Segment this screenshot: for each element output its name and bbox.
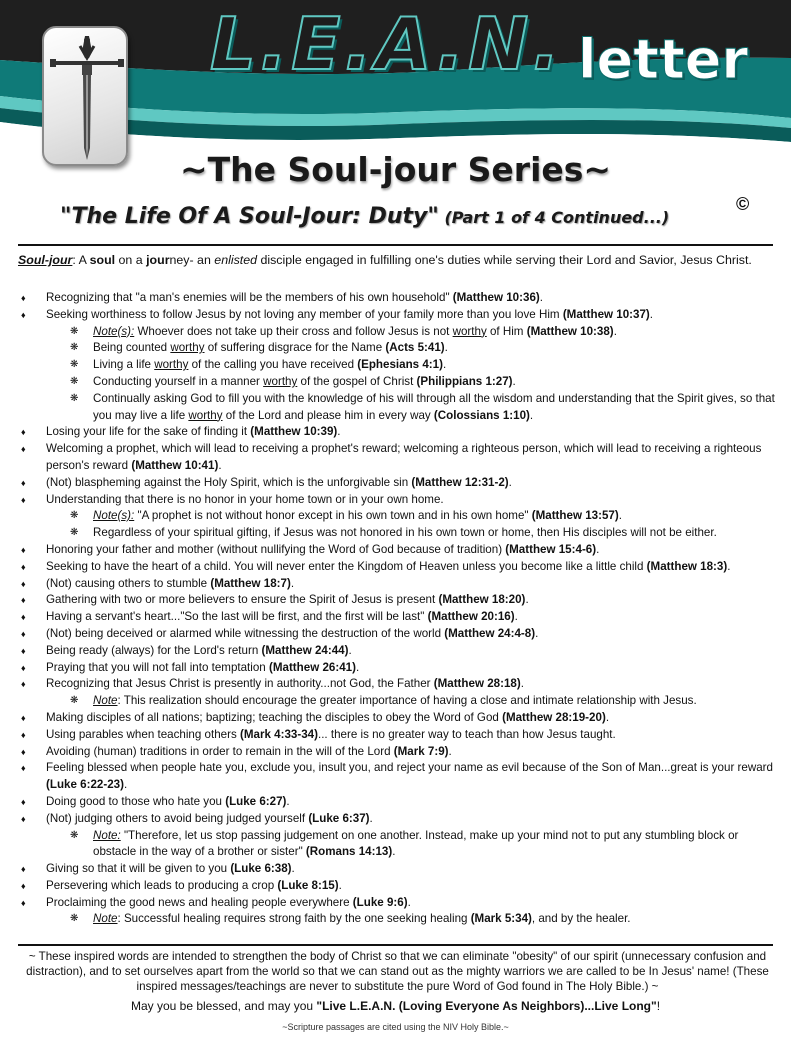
item-text: .: [605, 710, 610, 724]
definition-text: : A: [72, 253, 90, 267]
item-text: .: [529, 408, 534, 422]
list-item: [18, 878, 777, 895]
item-text: Losing your life for the sake of finding it: [46, 425, 251, 439]
item-text: Feeling blessed when people hate you, exclude you, insult you, and reject your name as evil because of the Son of Man...great is your reward: [46, 761, 773, 775]
item-text: Giving so that it will be given to you: [46, 862, 231, 876]
scripture-ref: (Romans 14:13): [305, 845, 393, 859]
scripture-ref: (Matthew 10:39): [250, 425, 338, 439]
list-item: [18, 290, 777, 307]
list-item: [18, 710, 777, 727]
item-text: .: [286, 794, 290, 808]
article-title-main: "The Life Of A Soul-Jour: Duty": [60, 204, 439, 229]
asterisk-bullet-icon: ❋: [70, 913, 79, 925]
diamond-bullet-icon: ♦: [21, 662, 26, 673]
diamond-bullet-icon: ♦: [21, 645, 26, 656]
scripture-ref: (Luke 6:37): [308, 811, 370, 825]
definition-term: Soul-jour: [18, 253, 73, 267]
diamond-bullet-icon: ♦: [21, 477, 26, 488]
item-text: Recognizing that Jesus Christ is presently in authority...not God, the Father: [46, 677, 434, 691]
diamond-bullet-icon: ♦: [21, 712, 26, 723]
list-item: [18, 811, 777, 828]
list-item: [18, 307, 777, 324]
item-text: worthy: [170, 341, 205, 355]
item-text: Persevering which leads to producing a crop: [46, 878, 278, 892]
asterisk-bullet-icon: ❋: [70, 829, 79, 841]
item-text: worthy: [452, 324, 487, 338]
list-item: [18, 643, 777, 660]
diamond-bullet-icon: ♦: [21, 880, 26, 891]
asterisk-bullet-icon: ❋: [70, 325, 79, 337]
item-text: .: [338, 878, 342, 892]
scripture-ref: (Matthew 28:19-20): [502, 710, 606, 724]
item-text: of the calling you have received: [188, 358, 358, 372]
sub-item: [18, 693, 777, 710]
diamond-bullet-icon: ♦: [21, 561, 26, 572]
item-text: .: [508, 475, 512, 489]
list-item: [18, 727, 777, 744]
sub-item: [18, 525, 777, 542]
item-text: .: [290, 576, 295, 590]
item-text: Seeking to have the heart of a child. You will never enter the Kingdom of Heaven unless you become like a little child: [46, 559, 647, 573]
item-text: Doing good to those who hate you: [46, 794, 226, 808]
item-text: (Not) blaspheming against the Holy Spirit, which is the unforgivable sin: [46, 475, 412, 489]
item-text: .: [613, 324, 617, 338]
diamond-bullet-icon: ♦: [21, 763, 26, 774]
scripture-ref: (Matthew 15:4-6): [505, 542, 597, 556]
item-text: .: [525, 593, 529, 607]
item-text: .: [407, 895, 411, 909]
item-text: : Successful healing requires strong faith by the one seeking healing: [117, 912, 471, 926]
series-title: ~The Soul-jour Series~: [179, 150, 612, 189]
scripture-ref: (Luke 6:38): [230, 862, 292, 876]
item-text: "A prophet is not without honor except in his own town and in his own home": [134, 509, 532, 523]
asterisk-bullet-icon: ❋: [70, 342, 79, 354]
list-item: [18, 609, 777, 626]
diamond-bullet-icon: ♦: [21, 864, 26, 875]
blessing-motto: "Live L.E.A.N. (Loving Everyone As Neighbors)...Live Long": [316, 999, 657, 1013]
definition-enlisted: enlisted: [214, 253, 258, 267]
sub-item: [18, 828, 777, 862]
duty-list: [18, 290, 777, 928]
sub-item: [18, 391, 777, 425]
asterisk-bullet-icon: ❋: [70, 359, 79, 371]
scripture-ref: (Matthew 10:37): [562, 307, 650, 321]
scripture-ref: (Matthew 24:44): [261, 643, 349, 657]
item-text: .: [520, 677, 524, 691]
item-text: Understanding that there is no honor in your home town or in your own home.: [46, 492, 444, 506]
item-text: Conducting yourself in a manner: [93, 374, 264, 388]
item-text: .: [123, 778, 128, 792]
diamond-bullet-icon: ♦: [21, 494, 26, 505]
scripture-ref: (Mark 4:33-34): [240, 727, 318, 741]
item-text: "Therefore, let us stop passing judgement on one another. Instead, make up your mind not to put any stumbling block or obstacle in the way of a brother or sister": [93, 828, 739, 859]
item-text: Gathering with two or more believers to ensure the Spirit of Jesus is present: [46, 593, 439, 607]
asterisk-bullet-icon: ❋: [70, 527, 79, 539]
scripture-ref: (Matthew 18:3): [646, 559, 728, 573]
item-text: .: [618, 509, 622, 523]
newsletter-title: L.E.A.N.: [210, 2, 564, 86]
item-text: .: [348, 643, 352, 657]
scripture-ref: (Mark 7:9): [393, 744, 449, 758]
item-text: worthy: [154, 358, 189, 372]
definition-text: ney- an: [169, 253, 215, 267]
diamond-bullet-icon: ♦: [21, 628, 26, 639]
item-text: .: [649, 307, 654, 321]
list-item: [18, 626, 777, 643]
list-item: [18, 794, 777, 811]
sword-figure-icon: [44, 28, 130, 168]
diamond-bullet-icon: ♦: [21, 746, 26, 757]
scripture-ref: (Colossians 1:10): [433, 408, 530, 422]
list-item: [18, 676, 777, 693]
list-item: [18, 441, 777, 475]
scripture-ref: (Matthew 10:38): [526, 324, 614, 338]
asterisk-bullet-icon: ❋: [70, 695, 79, 707]
item-text: .: [727, 559, 731, 573]
asterisk-bullet-icon: ❋: [70, 510, 79, 522]
item-text: Being counted: [93, 341, 171, 355]
list-item: [18, 475, 777, 492]
definition-text: on a: [115, 253, 147, 267]
item-text: Proclaiming the good news and healing people everywhere: [46, 895, 353, 909]
item-text: .: [444, 341, 448, 355]
item-text: , and by the healer.: [531, 912, 631, 926]
diamond-bullet-icon: ♦: [21, 612, 26, 623]
list-item: [18, 592, 777, 609]
scripture-ref: (Matthew 18:7): [210, 576, 291, 590]
item-text: Living a life: [93, 358, 155, 372]
sub-item: [18, 911, 777, 928]
item-text: (Not) causing others to stumble: [46, 576, 211, 590]
scripture-ref: (Luke 6:22-23): [46, 778, 124, 792]
item-text: (Not) judging others to avoid being judged yourself: [46, 811, 309, 825]
note-label: Note: [93, 912, 118, 926]
diamond-bullet-icon: ♦: [21, 578, 26, 589]
item-text: Praying that you will not fall into temptation: [46, 660, 269, 674]
diamond-bullet-icon: ♦: [21, 293, 26, 303]
sub-item: [18, 508, 777, 525]
list-item: [18, 542, 777, 559]
note-label: Note(s):: [93, 324, 135, 338]
diamond-bullet-icon: ♦: [21, 544, 26, 555]
item-text: .: [514, 610, 518, 624]
item-text: .: [539, 291, 543, 304]
sub-item: [18, 357, 777, 374]
scripture-ref: (Matthew 24:4-8): [444, 626, 536, 640]
diamond-bullet-icon: ♦: [21, 444, 26, 455]
list-item: [18, 576, 777, 593]
item-text: worthy: [263, 374, 298, 388]
diamond-bullet-icon: ♦: [21, 813, 26, 824]
blessing-line: [0, 999, 791, 1013]
item-text: .: [392, 845, 396, 859]
item-text: of suffering disgrace for the Name: [204, 341, 386, 355]
item-text: Seeking worthiness to follow Jesus by not loving any member of your family more than you love Him: [46, 307, 563, 321]
item-text: .: [218, 458, 222, 472]
note-label: Note:: [93, 828, 121, 842]
diamond-bullet-icon: ♦: [21, 309, 26, 320]
diamond-bullet-icon: ♦: [21, 729, 26, 740]
scripture-ref: (Ephesians 4:1): [357, 358, 443, 372]
definition-soul: soul: [89, 253, 116, 267]
note-label: Note(s):: [93, 509, 135, 523]
item-text: Having a servant's heart..."So the last will be first, and the first will be last": [46, 610, 428, 624]
item-text: ... there is no greater way to teach than how Jesus taught.: [317, 727, 616, 741]
item-text: .: [291, 862, 295, 876]
scripture-ref: (Matthew 28:18): [433, 677, 521, 691]
item-text: Avoiding (human) traditions in order to remain in the will of the Lord: [46, 744, 394, 758]
item-text: of the gospel of Christ: [297, 374, 417, 388]
definition-jour: jour: [146, 253, 170, 267]
item-text: Honoring your father and mother (without nullifying the Word of God because of tradition): [46, 542, 506, 556]
diamond-bullet-icon: ♦: [21, 897, 26, 908]
citation-note: ~Scripture passages are cited using the NIV Holy Bible.~: [282, 1022, 509, 1032]
item-text: .: [596, 542, 600, 556]
article-title-part: (Part 1 of 4 Continued...): [444, 208, 670, 227]
sub-item: [18, 340, 777, 357]
item-text: Recognizing that "a man's enemies will be the members of his own household": [46, 291, 453, 304]
asterisk-bullet-icon: ❋: [70, 375, 79, 387]
item-text: Continually asking God to fill you with the knowledge of his will through all the wisdom and understanding that the Spirit gives, so that you may live a life: [93, 391, 775, 422]
scripture-ref: (Matthew 18:20): [438, 593, 526, 607]
scripture-ref: (Mark 5:34): [470, 912, 532, 926]
item-text: .: [442, 358, 447, 372]
item-text: : This realization should encourage the greater importance of having a close and intimate relationship with Jesus.: [117, 694, 697, 708]
item-text: .: [369, 811, 373, 825]
item-text: Whoever does not take up their cross and follow Jesus is not: [134, 324, 453, 338]
asterisk-bullet-icon: ❋: [70, 392, 79, 404]
definition-text: disciple engaged in fulfilling one's duties while serving their Lord and Savior, Jesus Christ.: [257, 253, 752, 267]
scripture-ref: (Luke 9:6): [352, 895, 408, 909]
item-text: .: [355, 660, 360, 674]
scripture-ref: (Matthew 13:57): [531, 509, 619, 523]
diamond-bullet-icon: ♦: [21, 796, 26, 807]
diamond-bullet-icon: ♦: [21, 595, 26, 606]
scripture-ref: (Acts 5:41): [385, 341, 445, 355]
item-text: worthy: [188, 408, 223, 422]
item-text: of the Lord and please him in every way: [222, 408, 434, 422]
article-title: [60, 204, 669, 229]
item-text: Welcoming a prophet, which will lead to receiving a prophet's reward; welcoming a righteous person, which will lead to receiving a righteous person's reward: [46, 442, 762, 472]
sub-item: [18, 324, 777, 341]
list-item: [18, 559, 777, 576]
item-text: (Not) being deceived or alarmed while witnessing the destruction of the world: [46, 626, 445, 640]
item-text: .: [535, 626, 539, 640]
list-item: [18, 760, 777, 794]
footer-note: ~ These inspired words are intended to strengthen the body of Christ so that we can eliminate "obesity" of our spirit (unnecessary confusion and distraction), and to set ourselves apart from the world so that we can stand out as the mighty warriors we are called to be In Jesus' name! (These inspired messages/teachings are never to substitute the pure Word of God found in The Holy Bible.) ~: [26, 950, 769, 993]
item-text: .: [448, 744, 452, 758]
scripture-ref: (Luke 6:27): [225, 794, 287, 808]
list-item: [18, 744, 777, 761]
item-text: .: [337, 425, 341, 439]
list-item: [18, 861, 777, 878]
scripture-ref: (Matthew 10:41): [131, 458, 219, 472]
scripture-ref: (Matthew 12:31-2): [411, 475, 509, 489]
list-item: [18, 424, 777, 441]
list-item: [18, 895, 777, 912]
divider-bottom: [18, 944, 773, 946]
definition-line: [18, 252, 775, 268]
newsletter-title-suffix: letter: [578, 28, 749, 91]
diamond-bullet-icon: ♦: [21, 679, 26, 690]
item-text: Using parables when teaching others: [46, 727, 240, 741]
list-item: [18, 492, 777, 509]
copyright-icon: ©: [736, 194, 750, 214]
divider-top: [18, 244, 773, 246]
item-text: Making disciples of all nations; baptizing; teaching the disciples to obey the Word of God: [46, 710, 503, 724]
scripture-ref: (Matthew 10:36): [452, 291, 540, 304]
list-item: [18, 660, 777, 677]
scripture-ref: (Matthew 20:16): [427, 610, 515, 624]
scripture-ref: (Matthew 26:41): [268, 660, 356, 674]
scripture-ref: (Philippians 1:27): [416, 374, 513, 388]
blessing-text: !: [656, 999, 661, 1013]
diamond-bullet-icon: ♦: [21, 427, 26, 438]
item-text: Regardless of your spiritual gifting, if Jesus was not honored in his own town or home, then His disciples will not be either.: [93, 526, 717, 540]
item-text: of Him: [486, 324, 527, 338]
logo: [42, 26, 128, 166]
scripture-ref: (Luke 8:15): [277, 878, 339, 892]
item-text: Being ready (always) for the Lord's return: [46, 643, 262, 657]
note-label: Note: [93, 694, 118, 708]
blessing-text: May you be blessed, and may you: [130, 999, 317, 1013]
sub-item: [18, 374, 777, 391]
item-text: .: [512, 374, 516, 388]
